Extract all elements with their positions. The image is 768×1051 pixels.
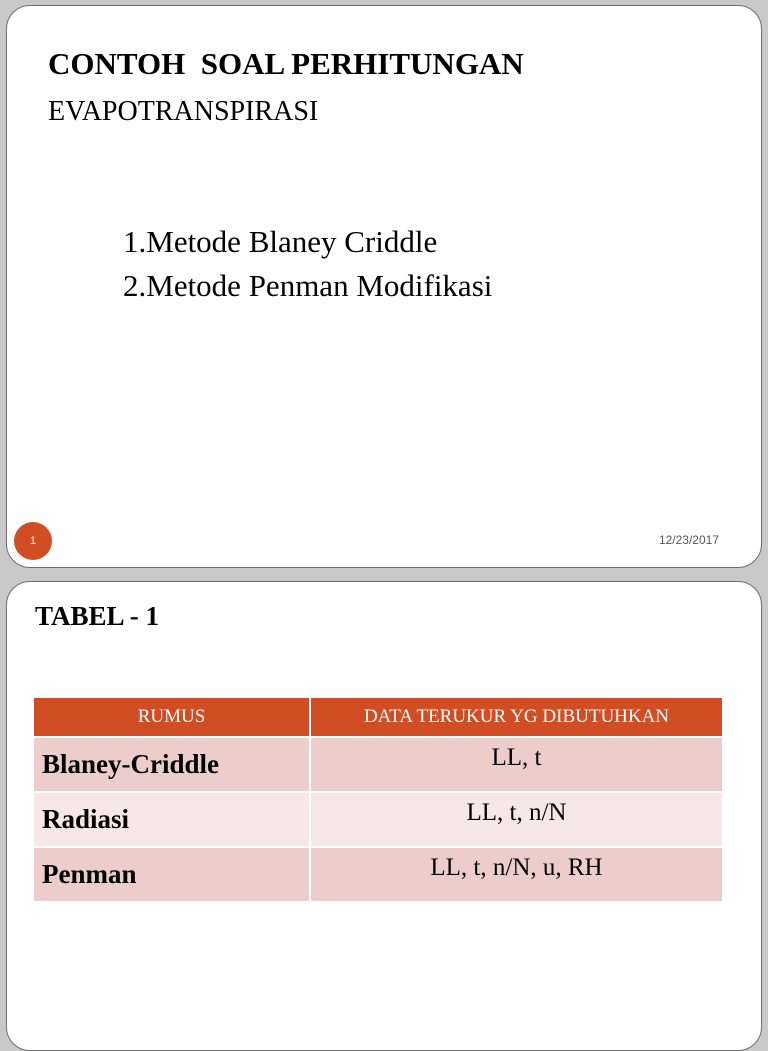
slide-1 bbox=[6, 5, 762, 568]
list-item: 2.Metode Penman Modifikasi bbox=[123, 268, 493, 303]
list-item: 1.Metode Blaney Criddle bbox=[123, 224, 438, 259]
table-header-row bbox=[34, 698, 723, 737]
table-cell: LL, t, n/N bbox=[310, 792, 723, 847]
table-cell: LL, t, n/N, u, RH bbox=[310, 847, 723, 901]
table-cell: Penman bbox=[34, 847, 310, 901]
slide-title: CONTOH SOAL PERHITUNGAN bbox=[48, 46, 524, 81]
slide-date: 12/23/2017 bbox=[658, 533, 719, 547]
header-data-terukur: DATA TERUKUR YG DIBUTUHKAN bbox=[310, 698, 723, 737]
slide-subtitle: EVAPOTRANSPIRASI bbox=[48, 96, 319, 127]
header-rumus: RUMUS bbox=[34, 698, 310, 737]
page-number-badge: 1 bbox=[14, 522, 52, 560]
slide-title: TABEL - 1 bbox=[35, 601, 160, 631]
table-row bbox=[34, 847, 723, 901]
table-cell: LL, t bbox=[310, 737, 723, 792]
table-row bbox=[34, 737, 723, 792]
slide-2 bbox=[6, 581, 762, 1051]
methods-list bbox=[123, 220, 492, 308]
formula-table bbox=[34, 698, 724, 901]
table-row bbox=[34, 792, 723, 847]
table-cell: Radiasi bbox=[34, 792, 310, 847]
table-cell: Blaney-Criddle bbox=[34, 737, 310, 792]
